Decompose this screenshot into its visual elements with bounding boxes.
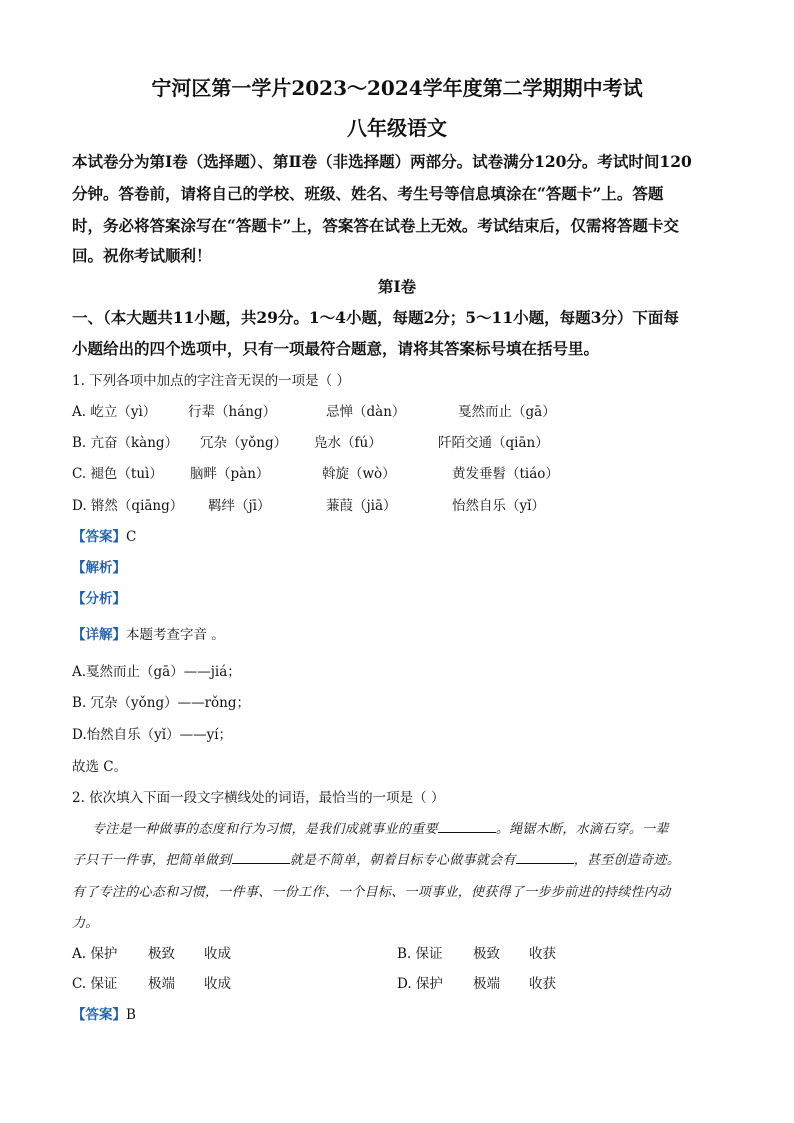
answer-value: C [126, 529, 137, 545]
option-item: B. 保证 [397, 946, 443, 962]
passage-text: 就是不简单，朝着目标专心做事就会有 [289, 853, 516, 868]
instruction-line: 分钟。答卷前，请将自己的学校、班级、姓名、考生号等信息填涂在“答题卡”上。答题 [72, 184, 664, 203]
explanation-note: 故选 C。 [72, 759, 128, 775]
option-item: A. 保护 [72, 946, 118, 962]
option-item: 凫水（fú） [314, 435, 382, 451]
instruction-line: 本试卷分为第Ⅰ卷（选择题）、第Ⅱ卷（非选择题）两部分。试卷满分120分。考试时间120 [72, 152, 692, 171]
section-label: 第Ⅰ卷 [377, 277, 417, 296]
q2-passage-line [92, 818, 669, 837]
option-item: 极端 [473, 976, 500, 992]
option-item: C. 褪色（tuì） [72, 466, 163, 482]
q2-answer [72, 1003, 136, 1023]
option-item: 收获 [529, 946, 556, 962]
fill-blank [516, 851, 574, 864]
option-item: 忌惮（dàn） [326, 404, 406, 420]
passage-text: 子只干一件事，把简单做到 [72, 853, 232, 868]
option-item: 阡陌交通（qiān） [438, 435, 549, 451]
option-item: C. 保证 [72, 976, 118, 992]
option-item: 收成 [204, 946, 231, 962]
q1-stem: 1. 下列各项中加点的字注音无误的一项是（ ） [72, 373, 350, 389]
answer-value: B [126, 1007, 136, 1023]
q1-detail [72, 623, 225, 643]
option-item: 脑畔（pàn） [190, 466, 270, 482]
option-item: 冗杂（yǒng） [200, 435, 288, 451]
option-item: 收获 [529, 976, 556, 992]
q2-stem: 2. 依次填入下面一段文字横线处的词语，最恰当的一项是（ ） [72, 790, 445, 806]
q2-passage-line: 力。 [72, 916, 99, 931]
passage-text: ，甚至创造奇迹。 [573, 853, 681, 868]
explanation-note: B. 冗杂（yǒng）——rǒng； [72, 695, 251, 711]
q2-passage-line [72, 849, 680, 868]
fill-blank [232, 851, 290, 864]
option-item: A. 屹立（yì） [72, 404, 157, 420]
option-item: D. 锵然（qiāng） [72, 498, 184, 514]
option-item: 行辈（háng） [188, 404, 277, 420]
explanation-note: A.戛然而止（gā）——jiá； [72, 664, 241, 680]
option-item: 蒹葭（jiā） [326, 498, 397, 514]
analysis-tag: 【解析】 [72, 560, 126, 576]
option-item: D. 保护 [397, 976, 443, 992]
instruction-line: 回。祝你考试顺利！ [72, 246, 212, 265]
option-item: 黄发垂髫（tiáo） [452, 466, 559, 482]
detail-tag: 【详解】 [72, 627, 126, 643]
passage-text: 。绳锯木断，水滴石穿。一辈 [495, 822, 669, 837]
option-item: 极致 [148, 946, 175, 962]
option-item: 极致 [473, 946, 500, 962]
q1-answer [72, 525, 136, 545]
answer-tag: 【答案】 [72, 1007, 126, 1023]
part-one-heading: 一、（本大题共11小题，共29分。1～4小题，每题2分；5～11小题，每题3分）下面每 [72, 308, 679, 327]
instruction-line: 时，务必将答案涂写在“答题卡”上，答案答在试卷上无效。考试结束后，仅需将答题卡交 [72, 216, 679, 235]
option-item: B. 亢奋（kàng） [72, 435, 179, 451]
option-item: 极端 [148, 976, 175, 992]
detail-text: 本题考查字音 。 [126, 627, 225, 643]
part-one-heading: 小题给出的四个选项中，只有一项最符合题意，请将其答案标号填在括号里。 [72, 339, 600, 358]
exam-title: 宁河区第一学片2023～2024学年度第二学期期中考试 [151, 76, 643, 100]
option-item: 收成 [204, 976, 231, 992]
fenxi-tag: 【分析】 [72, 591, 126, 607]
option-item: 戛然而止（gā） [458, 404, 556, 420]
explanation-note: D.怡然自乐（yǐ）——yí； [72, 727, 233, 743]
option-item: 怡然自乐（yǐ） [452, 498, 545, 514]
option-item: 羁绊（jī） [208, 498, 271, 514]
option-item: 斡旋（wò） [322, 466, 396, 482]
answer-tag: 【答案】 [72, 529, 126, 545]
exam-subtitle: 八年级语文 [347, 116, 447, 140]
q2-passage-line: 有了专注的心态和习惯，一件事、一份工作、一个目标、一项事业，使获得了一步步前进的持续性内动 [72, 885, 671, 900]
fill-blank [438, 820, 496, 833]
passage-text: 专注是一种做事的态度和行为习惯，是我们成就事业的重要 [92, 822, 438, 837]
